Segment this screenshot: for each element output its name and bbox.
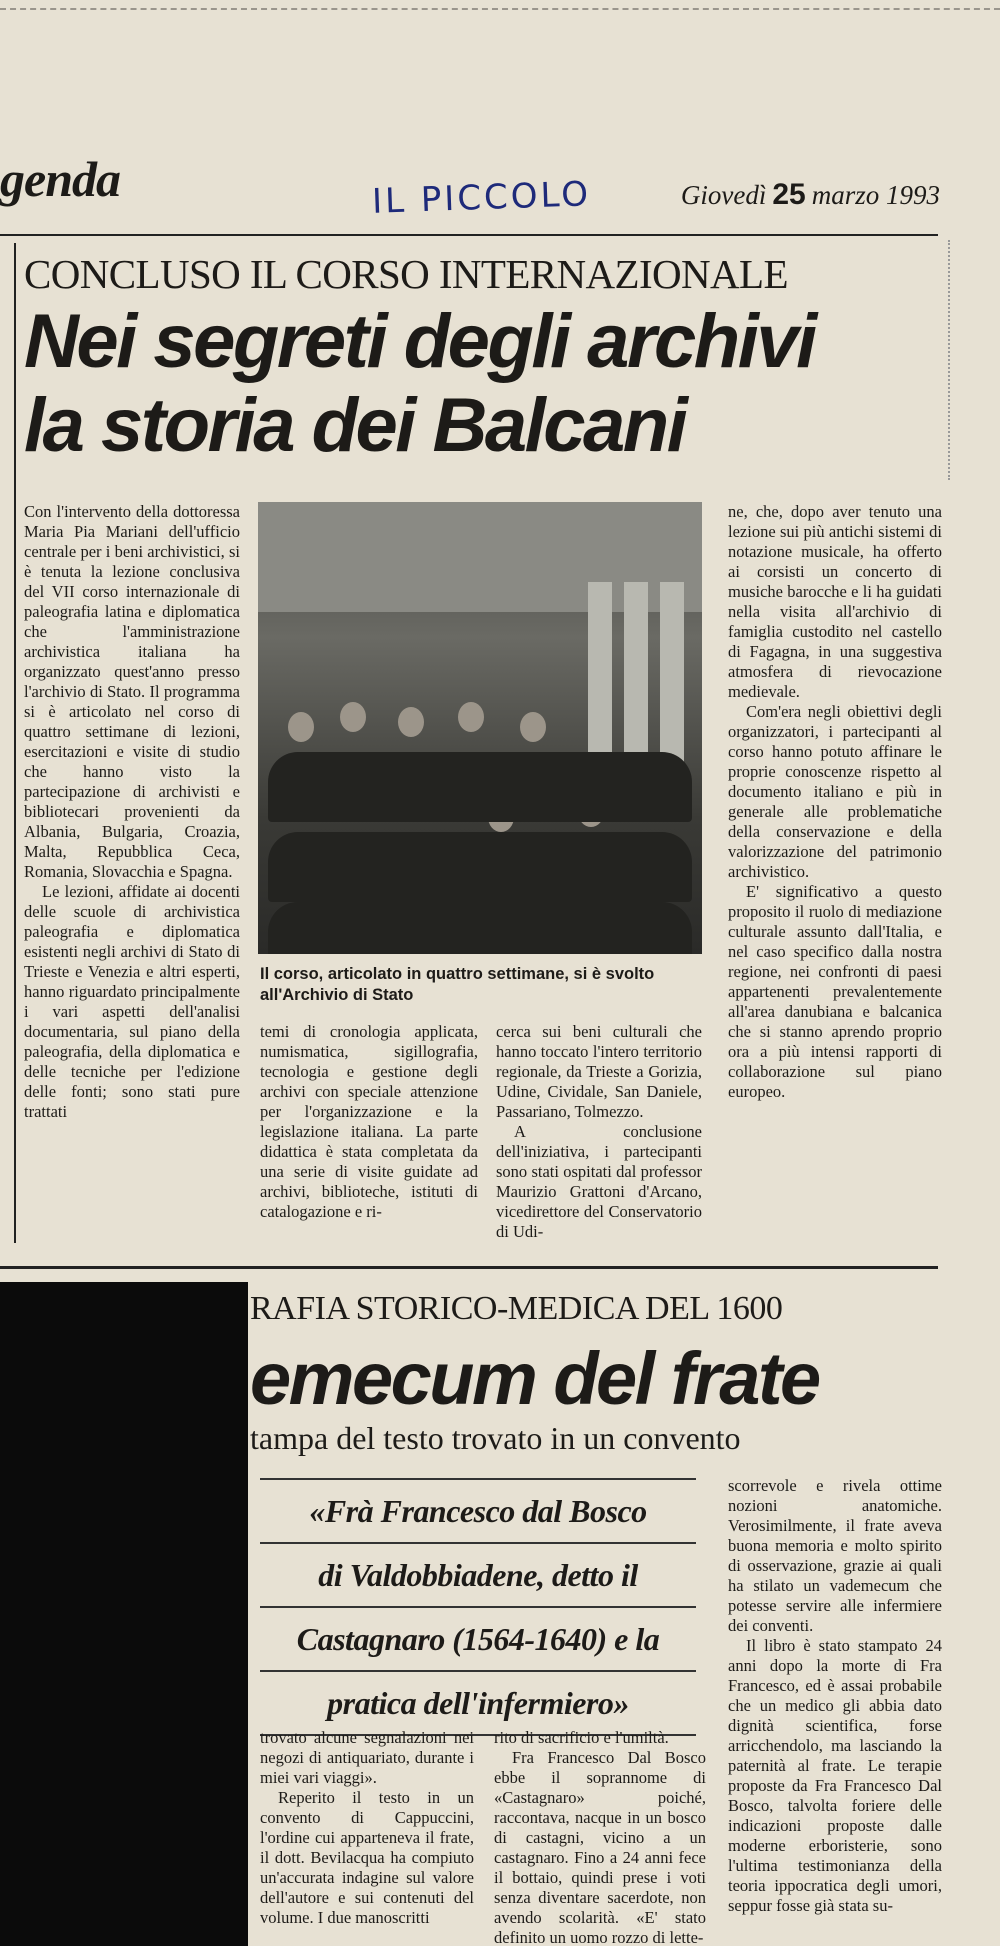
paragraph: ne, che, dopo aver tenuto una lezione sui più antichi sistemi di notazione musicale, ha offerto ai corsisti un concerto di musiche barocche e li ha guidati nella visita all'archivio di famiglia custodito nel castello di Fagagna, in una suggestiva atmosfera di rievocazione medievale. bbox=[728, 502, 942, 701]
paragraph: Com'era negli obiettivi degli organizzatori, i partecipanti al corso hanno potuto affinare le proprie conoscenze rispetto al documento italiano e più in generale alle problematiche della conservazione e della valorizzazione del patrimonio archivistico. bbox=[728, 702, 942, 881]
clipping-cut-line bbox=[948, 240, 950, 480]
paragraph: A conclusione dell'iniziativa, i partecipanti sono stati ospitati dal professor Maurizio Grattoni d'Arcano, vicedirettore del Conservatorio di Udi- bbox=[496, 1122, 702, 1241]
header-rule bbox=[0, 234, 938, 236]
quote-line: di Valdobbiadene, detto il bbox=[260, 1542, 696, 1606]
quote-line: Castagnaro (1564-1640) e la bbox=[260, 1606, 696, 1670]
book-title-quote bbox=[260, 1478, 696, 1736]
clipping-shadow bbox=[0, 1282, 248, 1946]
article1-kicker: CONCLUSO IL CORSO INTERNAZIONALE bbox=[24, 251, 788, 297]
article2-headline: emecum del frate bbox=[250, 1337, 819, 1420]
article1-headline bbox=[24, 300, 815, 468]
paragraph: rito di sacrificio e l'umiltà. bbox=[494, 1728, 669, 1747]
paragraph: scorrevole e rivela ottime nozioni anatomiche. Verosimilmente, il frate aveva buona memoria e molto spirito di osservazione, grazie ai quali ha stilato un vademecum che potesse servire alle infermiere dei conventi. bbox=[728, 1476, 942, 1635]
article1-column-2 bbox=[260, 1022, 478, 1222]
article2-subheadline: tampa del testo trovato in un convento bbox=[250, 1420, 741, 1456]
paragraph: E' significativo a questo proposito il ruolo di mediazione culturale assunto dall'Italia, e nel caso specifico dalla nostra regione, nei confronti di paesi appartenenti prevalentemente all'area danubiana e balcanica che si stanno aprendo proprio ora a più intensi rapporti di collaborazione sul piano europeo. bbox=[728, 882, 942, 1101]
newspaper-logo: IL PICCOLO bbox=[371, 174, 592, 222]
paragraph: temi di cronologia applicata, numismatica, sigillografia, tecnologia e gestione degli archivi con speciale attenzione per l'organizzazione e la legislazione italiana. La parte didattica è stata completata da una serie di visite guidate ad archivi, biblioteche, istituti di catalogazione e ri- bbox=[260, 1022, 478, 1221]
paragraph: Fra Francesco Dal Bosco ebbe il soprannome di «Castagnaro» poiché, raccontava, nacque in un bosco di castagni, vicino a un castagnaro. Fino a 24 anni fece il bottaio, quindi prese i voti senza diventare sacerdote, non avendo scolarità. «E' stato definito un uomo rozzo di lette- bbox=[494, 1748, 706, 1946]
issue-date bbox=[681, 178, 940, 212]
article1-column-3 bbox=[496, 1022, 702, 1242]
column-left-rule bbox=[14, 243, 16, 1243]
quote-line: «Frà Francesco dal Bosco bbox=[260, 1478, 696, 1542]
classroom-photo bbox=[258, 502, 702, 954]
article2-kicker: RAFIA STORICO-MEDICA DEL 1600 bbox=[250, 1290, 783, 1327]
paragraph: Reperito il testo in un convento di Cappuccini, l'ordine cui apparteneva il frate, il dott. Bevilacqua ha compiuto un'accurata indagine sul valore dell'autore e sui contenuti del volume. I due manoscritti bbox=[260, 1788, 474, 1927]
paragraph: Il libro è stato stampato 24 anni dopo la morte di Fra Francesco, ed è assai probabile che un medico gli abbia dato dignità scientifica, forse arricchendolo, ma lasciando la paternità al frate. Le terapie proposte da Fra Francesco Dal Bosco, talvolta foriere delle indicazioni proposte dalle moderne erboristerie, sono l'ultima testimonianza della teoria ippocratica degli umori, seppur fosse già stata su- bbox=[728, 1636, 942, 1915]
paragraph: Le lezioni, affidate ai docenti delle scuole di archivistica paleografia e diplomatica esistenti negli archivi di Stato di Trieste e Venezia e altri esperti, hanno riguardato principalmente i vari aspetti dell'analisi documentaria, sul piano della paleografia, della diplomatica e delle tecniche per l'edizione delle fonti; sono stati pure trattati bbox=[24, 882, 240, 1121]
article2-column-3 bbox=[728, 1476, 942, 1946]
paragraph: Con l'intervento della dottoressa Maria Pia Mariani dell'ufficio centrale per i beni archivistici, si è tenuta la lezione conclusiva del VII corso internazionale di paleografia latina e diplomatica che l'amministrazione archivistica italiana ha organizzato quest'anno presso l'archivio di Stato. Il programma si è articolato nel corso di quattro settimane di lezioni, esercitazioni e visite di studio che hanno visto la partecipazione di archivisti e bibliotecari provenienti da Albania, Bulgaria, Croazia, Malta, Repubblica Ceca, Romania, Slovacchia e Spagna. bbox=[24, 502, 240, 881]
torn-top-edge bbox=[0, 0, 1000, 10]
headline-line-1: Nei segreti degli archivi bbox=[24, 299, 815, 384]
photo-caption: Il corso, articolato in quattro settimane, si è svolto all'Archivio di Stato bbox=[260, 965, 655, 1004]
article-separator bbox=[0, 1266, 938, 1269]
date-month-year: marzo 1993 bbox=[811, 180, 940, 210]
quote-line: pratica dell'infermiero» bbox=[260, 1670, 696, 1736]
article2-column-2 bbox=[494, 1728, 706, 1946]
paragraph: cerca sui beni culturali che hanno toccato l'intero territorio regionale, da Trieste a Gorizia, Udine, Cividale, San Daniele, Passariano, Tolmezzo. bbox=[496, 1022, 702, 1121]
headline-line-2: la storia dei Balcani bbox=[24, 383, 686, 468]
article2-column-1 bbox=[260, 1728, 474, 1946]
date-day: 25 bbox=[772, 178, 806, 211]
date-weekday: Giovedì bbox=[680, 180, 767, 210]
section-name: genda bbox=[0, 151, 120, 207]
article1-column-1 bbox=[24, 502, 240, 1122]
paragraph: trovato alcune segnalazioni nei negozi di antiquariato, durante i miei vari viaggi». bbox=[260, 1728, 474, 1787]
article1-column-4 bbox=[728, 502, 942, 1102]
